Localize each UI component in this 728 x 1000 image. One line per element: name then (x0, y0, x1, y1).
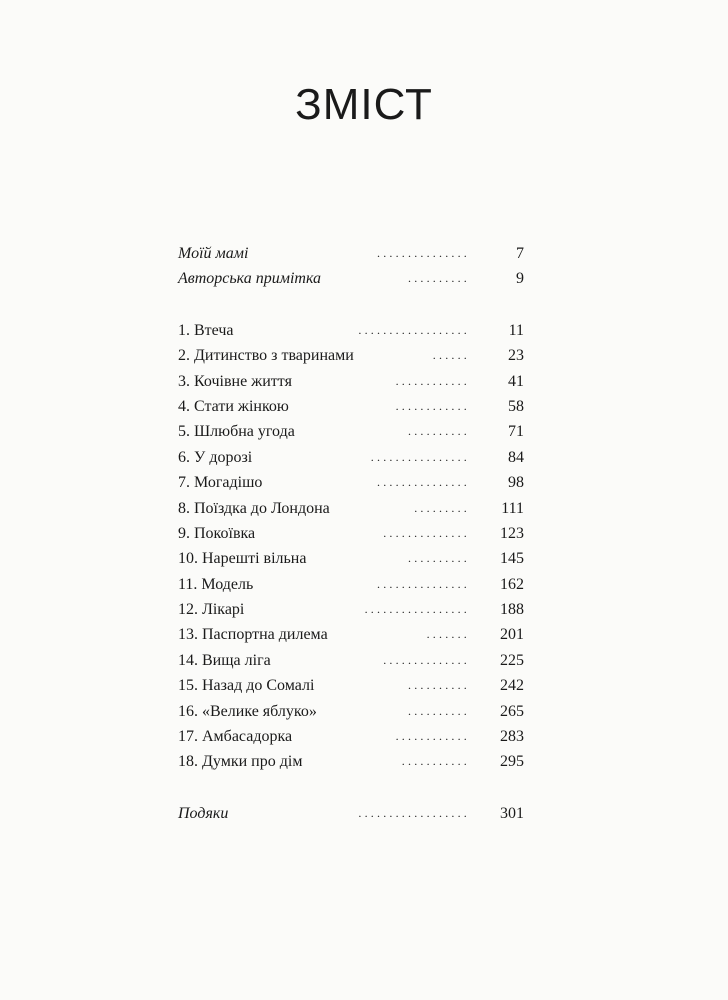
toc-entry (178, 496, 524, 521)
dot-leader: ............... (377, 576, 470, 591)
dot-leader: .......... (408, 703, 470, 718)
toc-entry-page: 265 (500, 702, 524, 720)
toc-entry-page: 188 (500, 601, 524, 619)
toc-entry-page: 84 (508, 448, 524, 466)
toc-entry-label: 7. Могадішо (178, 474, 263, 492)
dot-leader: ............ (395, 729, 470, 744)
dot-leader: ....... (426, 627, 470, 642)
toc-entry (178, 622, 524, 647)
dot-leader: .............. (383, 525, 470, 540)
toc-entry-label: 6. У дорозі (178, 448, 253, 466)
toc-entry-label: 2. Дитинство з тваринами (178, 347, 354, 365)
toc-entry (178, 470, 524, 495)
toc-entry-page: 123 (500, 524, 524, 542)
dot-leader: .......... (408, 424, 470, 439)
toc-entry (178, 394, 524, 419)
toc-entry-page: 242 (500, 677, 524, 695)
toc-entry-page: 41 (508, 372, 524, 390)
toc-entry (178, 648, 524, 673)
toc-entry-label: 11. Модель (178, 575, 254, 593)
toc-entry (178, 572, 524, 597)
toc-entry-page: 7 (516, 245, 524, 262)
dot-leader: ................ (370, 449, 470, 464)
toc-entry (178, 266, 524, 291)
toc-entry-page: 71 (508, 423, 524, 441)
toc-entry-page: 58 (508, 397, 524, 415)
toc-entry-label: 15. Назад до Сомалі (178, 677, 315, 695)
dot-leader: ...... (432, 348, 470, 363)
toc-entry-label: Подяки (178, 804, 229, 822)
dot-leader: ............... (377, 475, 470, 490)
toc-entry (178, 699, 524, 724)
toc-entry-page: 23 (508, 347, 524, 365)
toc-entry-label: 9. Покоївка (178, 524, 256, 542)
toc-entry (178, 318, 524, 343)
toc-entry-label: Моїй мамі (178, 245, 249, 262)
section-gap (178, 292, 524, 318)
toc-entry-label: 8. Поїздка до Лондона (178, 499, 330, 517)
toc-entry-label: 13. Паспортна дилема (178, 626, 328, 644)
dot-leader: .................. (358, 322, 470, 337)
toc-entry-label: Авторська примітка (178, 270, 322, 288)
toc-entry-page: 301 (500, 804, 524, 822)
toc-entry-label: 14. Вища ліга (178, 651, 271, 669)
toc-entry-label: 1. Втеча (178, 321, 234, 339)
dot-leader: .......... (408, 551, 470, 566)
toc-entry-label: 12. Лікарі (178, 601, 245, 619)
toc-entry-label: 10. Нарешті вільна (178, 550, 307, 568)
dot-leader: .................. (358, 805, 470, 820)
toc-entry-page: 111 (501, 499, 524, 517)
toc-entry (178, 521, 524, 546)
toc-entry-label: 3. Кочівне життя (178, 372, 292, 390)
toc-entry (178, 241, 524, 266)
toc-entry-label: 5. Шлюбна угода (178, 423, 295, 441)
toc-entry-page: 225 (500, 651, 524, 669)
toc-entry (178, 343, 524, 368)
toc-entry (178, 445, 524, 470)
toc-entry-page: 295 (500, 753, 524, 771)
toc-entry-page: 98 (508, 474, 524, 492)
toc-entry-page: 283 (500, 728, 524, 746)
toc-entry (178, 724, 524, 749)
toc-entry (178, 673, 524, 698)
toc-entry-label: 16. «Велике яблуко» (178, 702, 317, 720)
toc-entry-page: 201 (500, 626, 524, 644)
toc-entry-page: 145 (500, 550, 524, 568)
toc-entry (178, 801, 524, 826)
section-gap (178, 775, 524, 801)
toc-entry (178, 749, 524, 774)
toc-entry (178, 419, 524, 444)
dot-leader: ............... (377, 246, 470, 260)
toc-entry (178, 546, 524, 571)
toc-entry-label: 18. Думки про дім (178, 753, 303, 771)
dot-leader: .............. (383, 652, 470, 667)
toc-entry-page: 11 (508, 321, 524, 339)
toc-entry (178, 369, 524, 394)
dot-leader: .......... (408, 678, 470, 693)
dot-leader: ................. (364, 602, 470, 617)
toc-entry-page: 9 (516, 270, 524, 288)
page-title: ЗМІСТ (295, 80, 433, 129)
toc-entry-label: 17. Амбасадорка (178, 728, 293, 746)
dot-leader: ............ (395, 398, 470, 413)
dot-leader: ............ (395, 373, 470, 388)
dot-leader: ........... (401, 754, 470, 769)
table-of-contents (178, 241, 524, 826)
toc-entry-label: 4. Стати жінкою (178, 397, 289, 415)
toc-entry-page: 162 (500, 575, 524, 593)
dot-leader: .......... (408, 271, 470, 286)
toc-entry (178, 597, 524, 622)
dot-leader: ......... (414, 500, 470, 515)
